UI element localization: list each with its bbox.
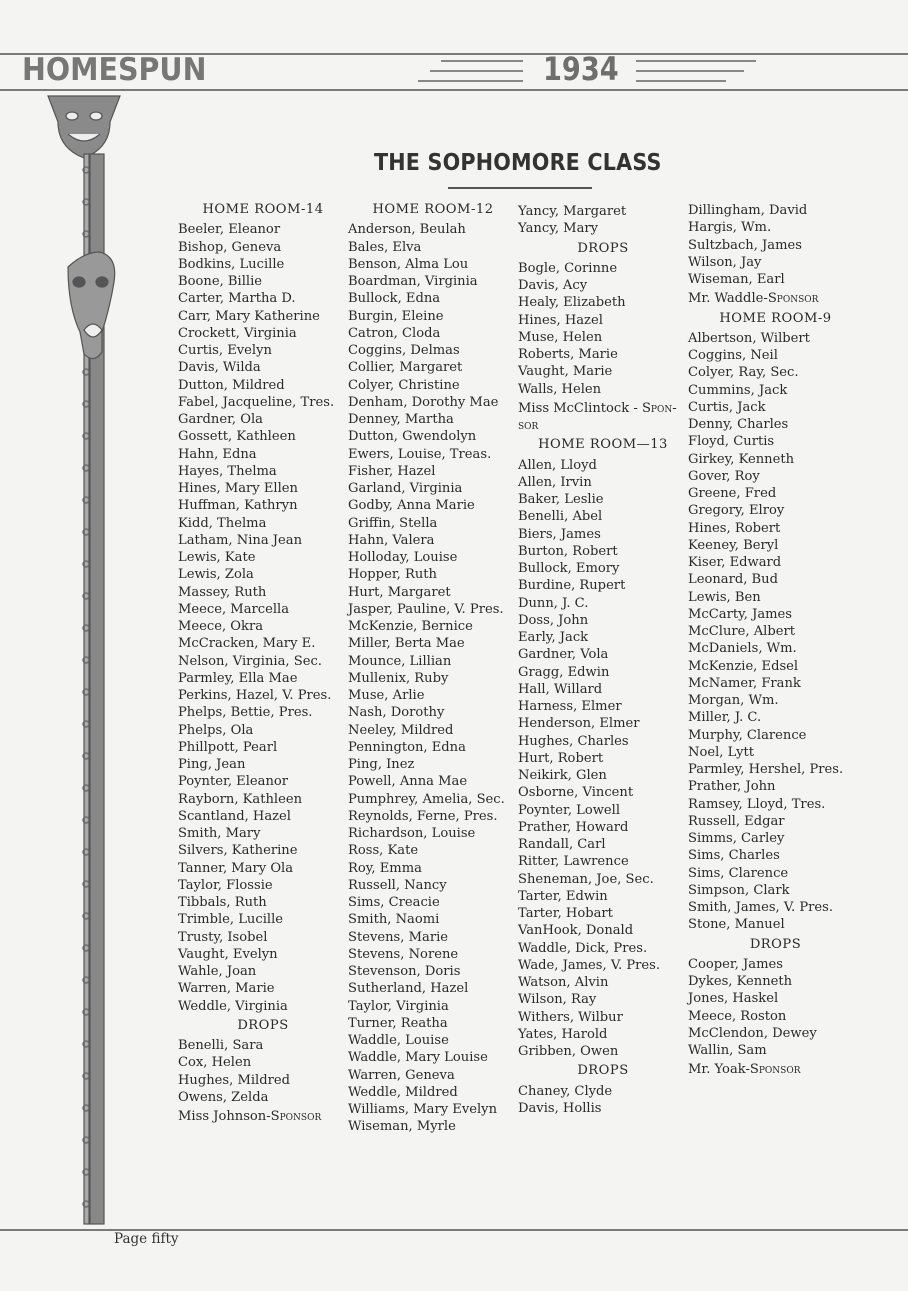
student-name: Osborne, Vincent <box>518 785 634 801</box>
student-name: McClendon, Dewey <box>688 1025 817 1041</box>
title-underline <box>448 187 592 189</box>
student-name: Yancy, Margaret <box>518 204 627 219</box>
student-name: Burton, Robert <box>518 543 618 559</box>
student-name: Davis, Acy <box>518 278 588 293</box>
student-name: McKenzie, Bernice <box>348 619 473 634</box>
student-name: Collier, Margaret <box>348 360 463 376</box>
sponsor-line <box>178 1106 348 1125</box>
student-name: Ritter, Lawrence <box>518 854 629 870</box>
student-name: Denney, Martha <box>348 412 454 427</box>
student-name: Roy, Emma <box>348 860 422 876</box>
student-name: Murphy, Clarence <box>688 727 807 743</box>
roster-column <box>518 203 688 1117</box>
yearbook-year: 1934 <box>543 50 619 88</box>
student-name: Ramsey, Lloyd, Tres. <box>688 796 826 812</box>
student-name: Hughes, Charles <box>518 733 629 749</box>
student-name: Benelli, Sara <box>178 1038 264 1053</box>
student-name: Hines, Hazel <box>518 312 603 328</box>
student-name: Noel, Lytt <box>688 744 754 760</box>
student-name: Warren, Marie <box>178 981 275 997</box>
header-bottom-rule <box>0 89 908 91</box>
student-name: VanHook, Donald <box>518 923 634 939</box>
student-name: Gardner, Ola <box>178 412 263 427</box>
student-name: Williams, Mary Evelyn <box>348 1102 497 1117</box>
student-name: Benson, Alma Lou <box>348 256 469 272</box>
student-name: Wiseman, Earl <box>688 272 785 287</box>
student-name: Parmley, Hershel, Pres. <box>688 762 844 777</box>
student-name: Harness, Elmer <box>518 699 622 714</box>
student-name: Huffman, Kathryn <box>178 498 298 514</box>
student-name: Gribben, Owen <box>518 1044 619 1059</box>
student-name: Bullock, Edna <box>348 291 441 307</box>
student-name: Owens, Zelda <box>178 1089 269 1105</box>
student-name: Ping, Jean <box>178 757 246 772</box>
sponsor-label: Sponsor <box>749 1062 801 1078</box>
student-name: Muse, Helen <box>518 329 603 345</box>
student-name: Stone, Manuel <box>688 917 785 933</box>
student-name: Vaught, Marie <box>518 364 613 380</box>
student-name: Warren, Geneva <box>348 1067 455 1083</box>
student-name: Yancy, Mary <box>518 221 599 237</box>
student-name: McCracken, Mary E. <box>178 636 316 652</box>
student-name: Kidd, Thelma <box>178 515 267 531</box>
student-name: Wilson, Jay <box>688 254 762 270</box>
student-name: Parmley, Ella Mae <box>178 670 298 686</box>
student-name: Meece, Roston <box>688 1008 787 1024</box>
section-heading: HOME ROOM-14 <box>202 202 324 217</box>
student-name: Reynolds, Ferne, Pres. <box>348 808 498 824</box>
student-name: Waddle, Mary Louise <box>348 1050 488 1066</box>
year-ornament-line <box>418 80 523 82</box>
student-name: Walls, Helen <box>518 381 602 397</box>
student-name: Floyd, Curtis <box>688 434 775 450</box>
student-name: Powell, Anna Mae <box>348 774 468 790</box>
student-name: Cummins, Jack <box>688 382 788 398</box>
student-name: Girkey, Kenneth <box>688 451 795 467</box>
student-name: Russell, Nancy <box>348 877 447 893</box>
year-ornament-line <box>636 80 726 82</box>
section-heading: DROPS <box>577 1063 629 1079</box>
roster-column <box>688 202 863 1079</box>
student-name: Doss, John <box>518 612 589 628</box>
student-name: Curtis, Jack <box>688 399 766 415</box>
student-name: Vaught, Evelyn <box>178 946 278 962</box>
student-name: Fabel, Jacqueline, Tres. <box>178 394 335 410</box>
student-name: Godby, Anna Marie <box>348 498 475 514</box>
student-name: Wade, James, V. Pres. <box>518 957 661 973</box>
student-name: Sutherland, Hazel <box>348 981 469 997</box>
student-name: Bishop, Geneva <box>178 239 282 255</box>
student-name: Healy, Elizabeth <box>518 295 626 311</box>
student-name: Taylor, Virginia <box>348 998 449 1014</box>
student-name: McKenzie, Edsel <box>688 658 799 674</box>
student-name: McCarty, James <box>688 606 793 622</box>
student-name: Roberts, Marie <box>518 347 618 362</box>
student-name: Mullenix, Ruby <box>348 670 449 686</box>
student-name: Meece, Marcella <box>178 601 290 617</box>
student-name: Silvers, Katherine <box>178 843 298 859</box>
student-name: Bogle, Corinne <box>518 260 618 276</box>
student-name: Nelson, Virginia, Sec. <box>178 653 322 669</box>
student-name: Gardner, Vola <box>518 647 609 663</box>
totem-pole-ornament-icon <box>44 92 124 1232</box>
sponsor-line <box>688 1059 863 1078</box>
student-name: Early, Jack <box>518 630 589 645</box>
student-name: McNamer, Frank <box>688 675 801 691</box>
student-name: Rayborn, Kathleen <box>178 791 303 807</box>
student-name: Sims, Creacie <box>348 895 440 910</box>
student-name: Hargis, Wm. <box>688 220 772 236</box>
student-name: Pennington, Edna <box>348 739 466 755</box>
student-name: Ross, Kate <box>348 843 419 859</box>
student-name: Bullock, Emory <box>518 561 620 576</box>
student-name: Richardson, Louise <box>348 826 476 841</box>
student-name: Fisher, Hazel <box>348 463 436 479</box>
student-name: Massey, Ruth <box>178 584 267 600</box>
student-name: Coggins, Delmas <box>348 343 460 358</box>
student-name: Chaney, Clyde <box>518 1083 613 1099</box>
roster-column <box>178 199 348 1125</box>
student-name: Phelps, Bettie, Pres. <box>178 705 313 721</box>
student-name: Hahn, Valera <box>348 532 435 548</box>
student-name: Stevenson, Doris <box>348 964 461 979</box>
student-name: Burdine, Rupert <box>518 578 626 594</box>
student-name: Ewers, Louise, Treas. <box>348 446 492 462</box>
student-name: Wilson, Ray <box>518 992 597 1008</box>
student-name: Miller, J. C. <box>688 710 762 726</box>
student-name: Hahn, Edna <box>178 446 257 462</box>
student-name: Hayes, Thelma <box>178 463 277 479</box>
student-name: Turner, Reatha <box>348 1015 448 1031</box>
student-name: Russell, Edgar <box>688 813 785 829</box>
student-name: Crockett, Virginia <box>178 325 297 341</box>
student-name: Biers, James <box>518 526 601 542</box>
student-name: Trimble, Lucille <box>178 912 284 928</box>
section-heading: HOME ROOM-9 <box>719 310 832 326</box>
student-name: Boone, Billie <box>178 274 263 289</box>
student-name: Waddle, Dick, Pres. <box>518 940 648 956</box>
student-name: Meece, Okra <box>178 619 264 634</box>
student-name: Trusty, Isobel <box>178 929 268 945</box>
student-name: Carr, Mary Katherine <box>178 308 320 324</box>
student-name: Holloday, Louise <box>348 550 458 565</box>
student-name: Carter, Martha D. <box>178 291 296 307</box>
student-name: Hurt, Robert <box>518 750 604 766</box>
student-name: Tibbals, Ruth <box>178 895 267 910</box>
student-name: Hines, Robert <box>688 520 781 536</box>
student-name: Jasper, Pauline, V. Pres. <box>348 601 504 617</box>
student-name: Miller, Berta Mae <box>348 636 465 652</box>
student-name: Benelli, Abel <box>518 509 603 525</box>
student-name: Weddle, Mildred <box>348 1084 458 1100</box>
student-name: Dunn, J. C. <box>518 595 589 611</box>
student-name: Curtis, Evelyn <box>178 343 272 358</box>
student-name: Colyer, Ray, Sec. <box>688 365 799 381</box>
student-name: Coggins, Neil <box>688 348 778 363</box>
student-name: Tarter, Hobart <box>518 906 613 921</box>
student-name: Smith, James, V. Pres. <box>688 900 834 915</box>
student-name: Dykes, Kenneth <box>688 974 793 989</box>
student-name: Allen, Lloyd <box>518 457 597 473</box>
student-name: Lewis, Kate <box>178 550 256 565</box>
student-name: Anderson, Beulah <box>348 222 466 238</box>
student-name: Hines, Mary Ellen <box>178 481 298 496</box>
student-name: Poynter, Lowell <box>518 802 621 818</box>
student-name: Smith, Naomi <box>348 912 440 928</box>
student-name: Albertson, Wilbert <box>688 330 810 346</box>
student-name: Kiser, Edward <box>688 555 782 570</box>
sponsor-name: Mr. Waddle- <box>688 291 768 307</box>
student-name: Garland, Virginia <box>348 481 463 496</box>
yearbook-brand: HOMESPUN <box>22 52 207 88</box>
student-name: Watson, Alvin <box>518 975 609 990</box>
student-name: Denham, Dorothy Mae <box>348 394 499 410</box>
sponsor-line <box>688 288 863 307</box>
student-name: Neeley, Mildred <box>348 722 454 738</box>
student-name: McDaniels, Wm. <box>688 641 797 657</box>
student-name: Lewis, Zola <box>178 567 254 583</box>
year-ornament-line <box>430 70 523 72</box>
section-heading: DROPS <box>577 240 629 256</box>
student-name: Yates, Harold <box>518 1026 608 1042</box>
sponsor-label: Sponsor <box>767 291 819 307</box>
section-heading: DROPS <box>749 936 802 952</box>
student-name: Stevens, Norene <box>348 946 459 962</box>
student-name: Simpson, Clark <box>688 882 790 898</box>
student-name: Allen, Irvin <box>518 474 592 490</box>
student-name: Wallin, Sam <box>688 1043 767 1058</box>
student-name: Weddle, Virginia <box>178 998 288 1014</box>
page-number: Page fifty <box>114 1231 179 1247</box>
section-heading: DROPS <box>237 1017 289 1033</box>
student-name: Wahle, Joan <box>178 964 257 979</box>
student-name: Stevens, Marie <box>348 929 449 945</box>
student-name: Davis, Wilda <box>178 360 261 376</box>
student-name: Gregory, Elroy <box>688 503 785 519</box>
sponsor-name: Miss Johnson- <box>178 1109 271 1124</box>
sponsor-line <box>518 398 688 435</box>
student-name: Scantland, Hazel <box>178 808 291 824</box>
year-ornament-line <box>636 60 756 62</box>
student-name: Davis, Hollis <box>518 1100 602 1116</box>
student-name: Simms, Carley <box>688 831 785 846</box>
student-name: Muse, Arlie <box>348 688 425 703</box>
student-name: Gossett, Kathleen <box>178 429 296 445</box>
student-name: Catron, Cloda <box>348 325 441 341</box>
student-name: Cox, Helen <box>178 1055 252 1071</box>
student-name: Prather, John <box>688 779 776 795</box>
sponsor-label: Spon-sor <box>518 400 677 433</box>
student-name: Sims, Charles <box>688 848 780 864</box>
student-name: Tanner, Mary Ola <box>178 860 294 876</box>
student-name: Beeler, Eleanor <box>178 222 281 238</box>
student-name: Poynter, Eleanor <box>178 774 289 790</box>
student-name: Baker, Leslie <box>518 492 604 507</box>
student-name: Sims, Clarence <box>688 865 789 881</box>
student-name: Dutton, Gwendolyn <box>348 429 477 445</box>
student-name: Hall, Willard <box>518 681 603 697</box>
student-name: Pumphrey, Amelia, Sec. <box>348 791 505 807</box>
page-title: THE SOPHOMORE CLASS <box>374 150 662 176</box>
student-name: Burgin, Eleine <box>348 308 444 324</box>
student-name: Greene, Fred <box>688 486 777 501</box>
student-name: Dillingham, David <box>688 203 808 218</box>
student-name: Neikirk, Glen <box>518 768 607 783</box>
student-name: Randall, Carl <box>518 837 606 852</box>
student-name: Gover, Roy <box>688 468 760 484</box>
section-heading: HOME ROOM-12 <box>372 202 494 217</box>
student-name: Wiseman, Myrle <box>348 1119 456 1135</box>
student-name: Boardman, Virginia <box>348 274 478 289</box>
student-name: Withers, Wilbur <box>518 1009 623 1025</box>
student-name: Latham, Nina Jean <box>178 532 303 548</box>
student-name: Ping, Inez <box>348 757 415 772</box>
student-name: Henderson, Elmer <box>518 716 640 732</box>
student-name: Mounce, Lillian <box>348 653 452 669</box>
student-name: McClure, Albert <box>688 624 796 639</box>
year-ornament-line <box>636 70 744 72</box>
student-name: Smith, Mary <box>178 826 261 841</box>
student-name: Morgan, Wm. <box>688 693 779 708</box>
student-name: Taylor, Flossie <box>178 877 273 893</box>
student-name: Hughes, Mildred <box>178 1072 291 1088</box>
student-name: Keeney, Beryl <box>688 537 779 553</box>
student-name: Perkins, Hazel, V. Pres. <box>178 688 332 703</box>
student-name: Sultzbach, James <box>688 237 802 253</box>
sponsor-name: Mr. Yoak- <box>688 1062 750 1078</box>
student-name: Denny, Charles <box>688 417 789 432</box>
student-name: Hurt, Margaret <box>348 584 451 600</box>
student-name: Tarter, Edwin <box>518 888 608 904</box>
student-name: Phillpott, Pearl <box>178 739 278 755</box>
student-name: Prather, Howard <box>518 819 629 835</box>
student-name: Waddle, Louise <box>348 1033 449 1048</box>
student-name: Bales, Elva <box>348 239 422 255</box>
sponsor-label: Sponsor <box>270 1109 322 1124</box>
student-name: Sheneman, Joe, Sec. <box>518 871 654 887</box>
student-name: Cooper, James <box>688 956 783 972</box>
student-name: Phelps, Ola <box>178 722 254 738</box>
student-name: Bodkins, Lucille <box>178 256 285 272</box>
student-name: Gragg, Edwin <box>518 664 610 680</box>
sponsor-name: Miss McClintock - <box>518 400 642 416</box>
section-heading: HOME ROOM—13 <box>538 437 668 453</box>
student-name: Lewis, Ben <box>688 589 761 605</box>
student-name: Dutton, Mildred <box>178 377 285 393</box>
roster-column <box>348 199 518 1136</box>
student-name: Griffin, Stella <box>348 515 438 531</box>
student-name: Nash, Dorothy <box>348 705 445 721</box>
year-ornament-line <box>441 60 523 62</box>
student-name: Colyer, Christine <box>348 377 460 393</box>
student-name: Leonard, Bud <box>688 572 778 588</box>
student-name: Hopper, Ruth <box>348 567 437 583</box>
student-name: Jones, Haskel <box>688 991 779 1007</box>
